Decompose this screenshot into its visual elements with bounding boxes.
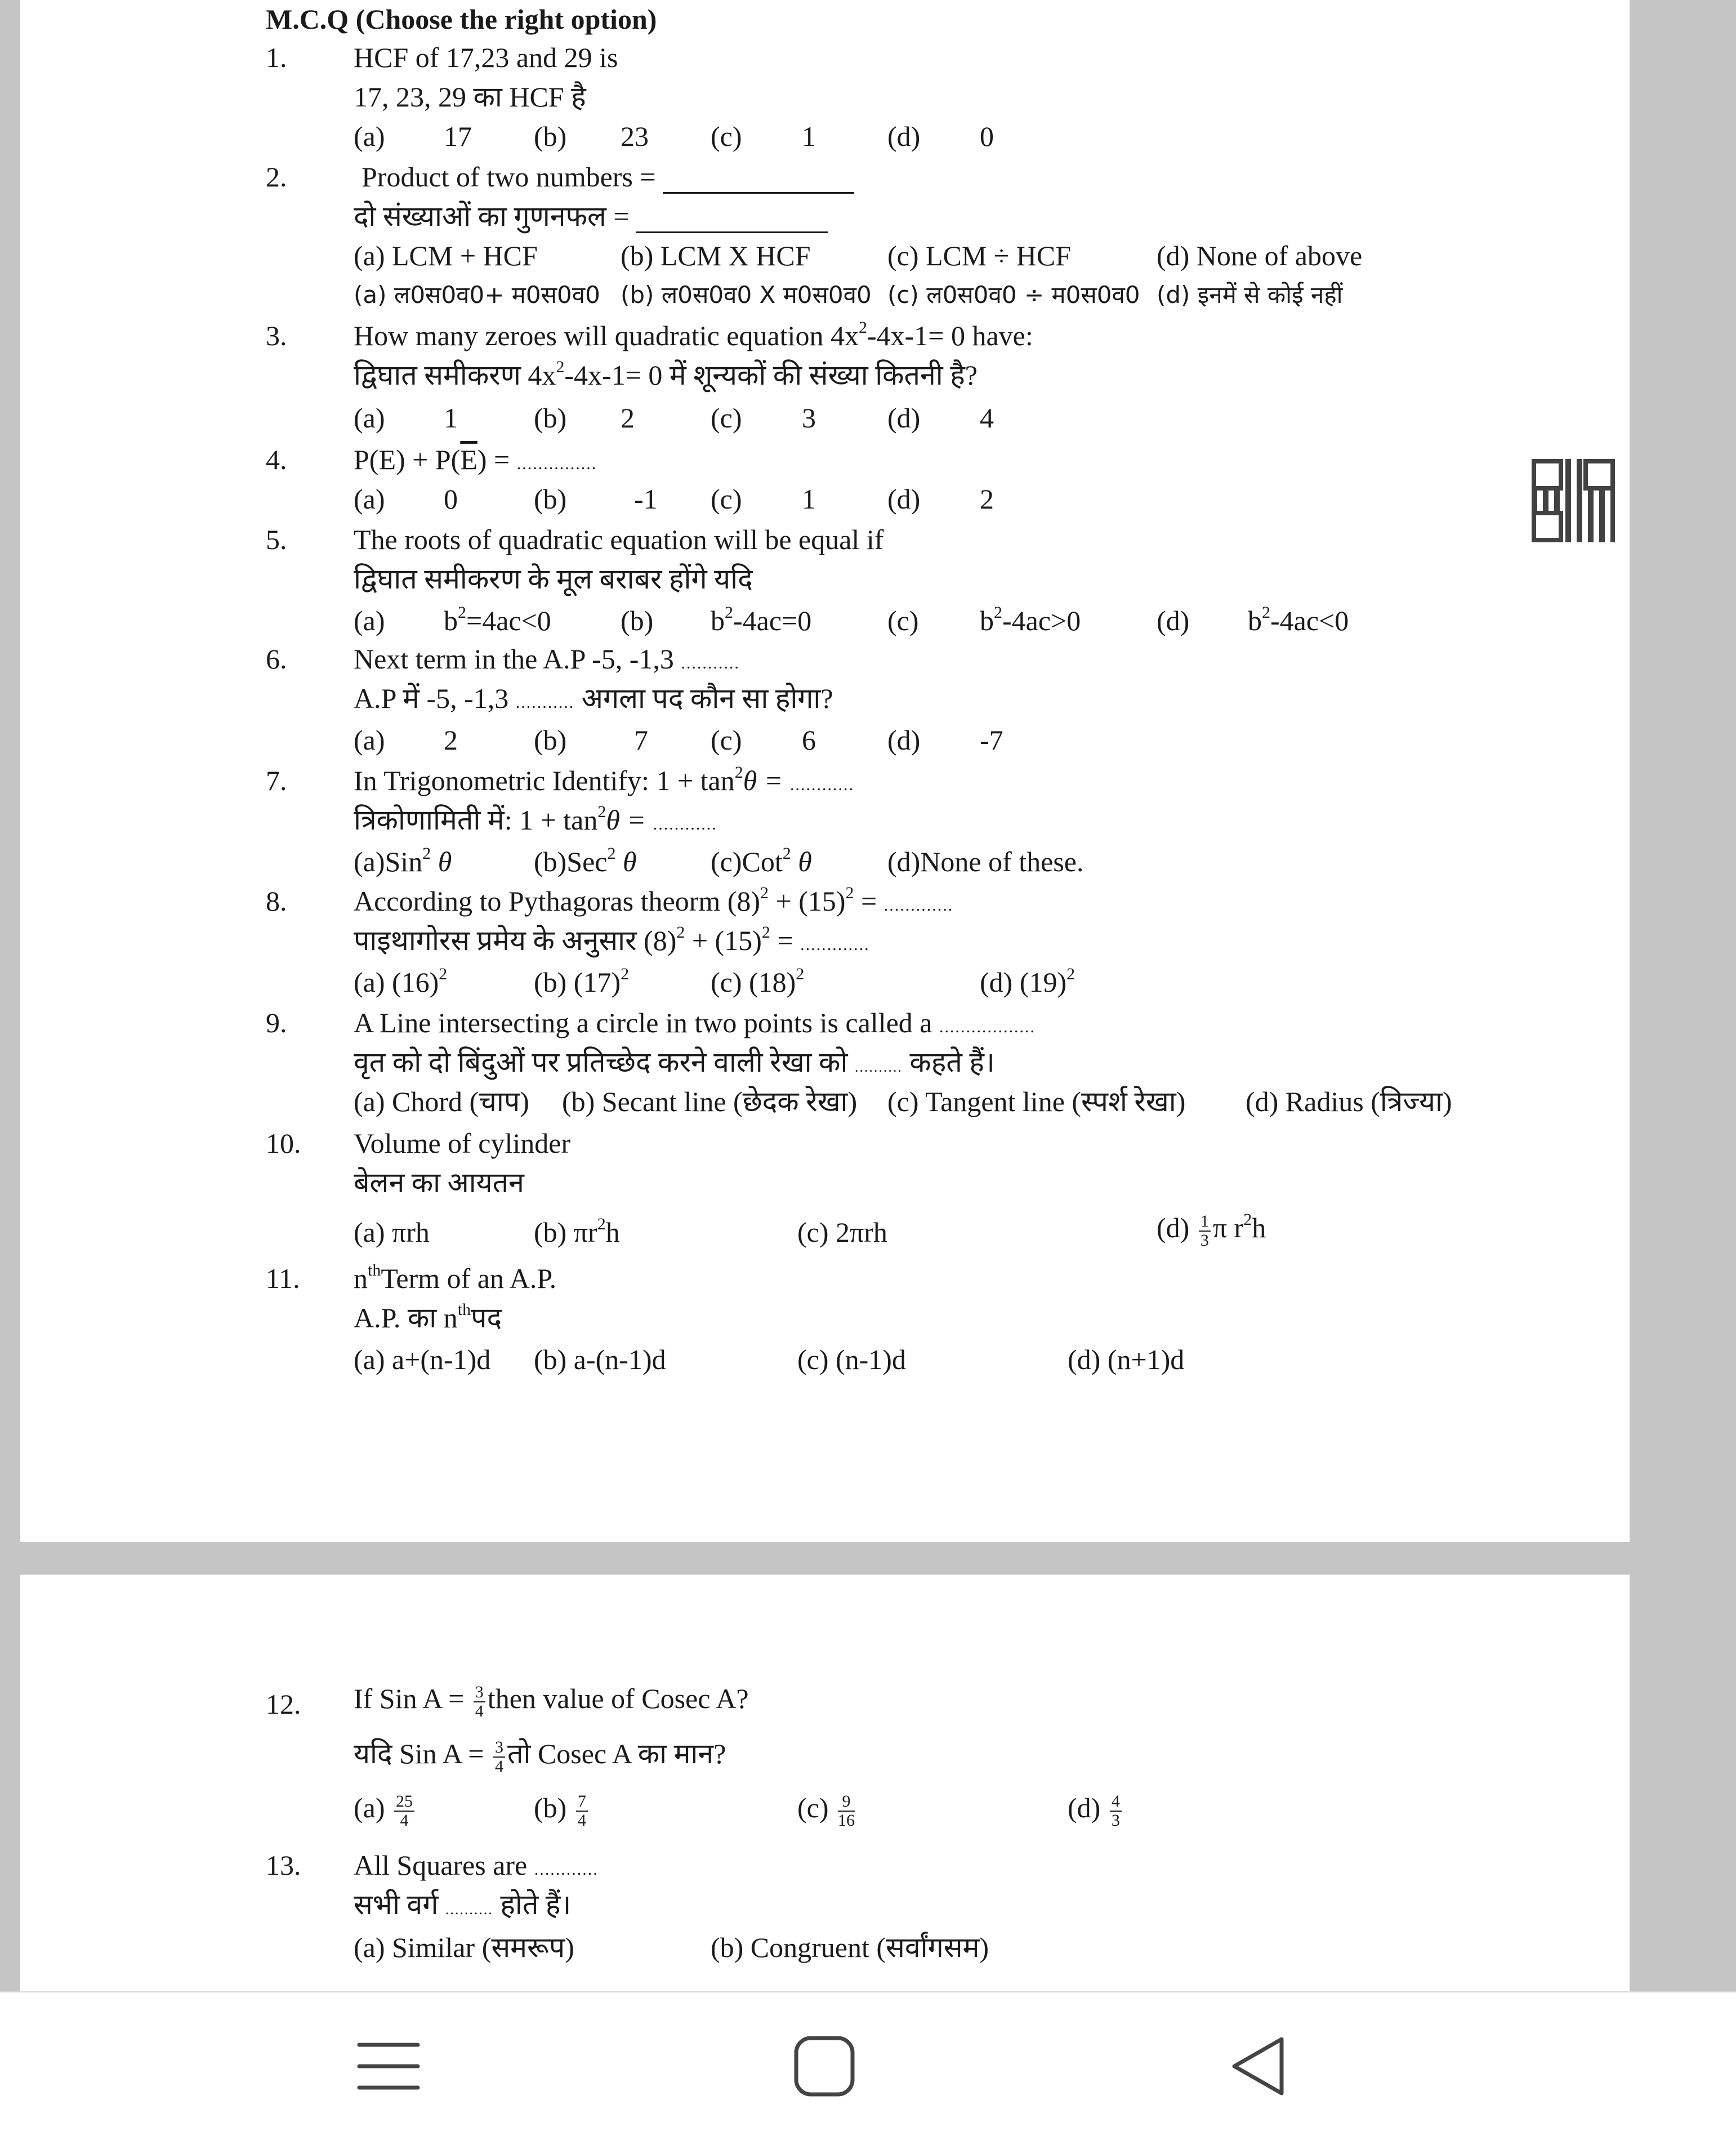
q11-text-en: $n^{th}Term$ of an A.P.: [354, 1261, 557, 1294]
q1-option-d: 0: [980, 121, 994, 152]
q7-text-hi: त्रिकोणामिती में: $1 + \tan^2\theta$ = ............: [354, 802, 717, 836]
q1-option-a: 17: [444, 121, 472, 152]
q7-option-c: (c)Cot$^2$ θ: [711, 844, 812, 877]
q12-option-d: (d) $\frac{4}{3}$: [1068, 1791, 1124, 1830]
q6-option-d-label: (d): [887, 724, 921, 756]
q13-number: 13.: [266, 1849, 301, 1881]
q2-text-en: Product of two numbers =: [362, 160, 854, 194]
q5-option-a: $b^2=4ac<0$: [444, 603, 551, 636]
q4-option-b: -1: [634, 483, 658, 515]
q7-number: 7.: [266, 765, 287, 796]
q5-number: 5.: [266, 524, 287, 555]
q4-option-c: 1: [802, 483, 816, 515]
q4-option-a-label: (a): [354, 483, 385, 515]
q2-option-c: (c) LCM ÷ HCF: [887, 240, 1072, 271]
q7-option-b: (b)Sec$^2$ θ: [534, 844, 637, 877]
q8-number: 8.: [266, 885, 287, 917]
q10-text-hi: बेलन का आयतन: [354, 1167, 524, 1198]
q3-option-a: 1: [444, 402, 458, 434]
q2-option-c-hi: (c) ल0स0व0 ÷ म0स0व0: [887, 281, 1140, 309]
q10-option-c: (c) 2πrh: [797, 1216, 887, 1248]
q3-text-en: How many zeroes will quadratic equation $4x^2-4x-1= 0$ have:: [354, 318, 1033, 351]
q4-option-d-label: (d): [887, 483, 921, 515]
q8-option-d: (d) $(19)^2$: [980, 965, 1075, 998]
q3-text-hi: द्विघात समीकरण $4x^2-4x-1= 0$ में शून्यकों की संख्या कितनी है?: [354, 358, 978, 391]
q3-number: 3.: [266, 320, 287, 351]
q6-option-d: -7: [980, 724, 1003, 756]
q10-number: 10.: [266, 1127, 301, 1159]
q5-option-d-label: (d): [1157, 605, 1190, 636]
q6-option-c: 6: [802, 724, 816, 756]
system-navigation-bar: [0, 1991, 1736, 2140]
q4-option-d: 2: [980, 483, 994, 515]
back-icon: [1225, 2032, 1293, 2100]
q6-option-b: 7: [634, 724, 648, 756]
q4-option-c-label: (c): [711, 483, 742, 515]
q5-option-a-label: (a): [354, 605, 385, 636]
q12-number: 12.: [266, 1688, 301, 1720]
q9-option-c: (c) Tangent line (स्पर्श रेखा): [887, 1086, 1186, 1117]
q4-option-a: 0: [444, 483, 458, 515]
q1-option-b-label: (b): [534, 121, 567, 152]
q2-option-a-hi: (a) ल0स0व0+ म0स0व0: [354, 281, 600, 309]
q13-option-b: (b) Congruent (सर्वांगसम): [711, 1932, 989, 1963]
q12-option-b: (b) $\frac{7}{4}$: [534, 1791, 590, 1830]
q6-text-en: Next term in the A.P -5, -1,3 ...........: [354, 643, 740, 675]
q1-option-a-label: (a): [354, 121, 385, 152]
q3-option-b: 2: [621, 402, 635, 434]
q11-number: 11.: [266, 1263, 300, 1294]
q7-option-a: (a)Sin$^2$ θ: [354, 844, 452, 877]
q5-option-b-label: (b): [621, 605, 654, 636]
q5-option-b: $b^2-4ac=0$: [711, 603, 812, 636]
q5-option-d: $b^2-4ac<0$: [1248, 603, 1349, 636]
qr-code-icon: [1532, 459, 1615, 542]
q12-text-en: If Sin A = $\frac{3}{4}$ then value of Cosec A?: [354, 1682, 749, 1720]
q2-option-d-hi: (d) इनमें से कोई नहीं: [1157, 281, 1343, 309]
q11-option-b: (b) a-(n-1)d: [534, 1344, 666, 1375]
q9-text-hi: वृत को दो बिंदुओं पर प्रतिच्छेद करने वाली रेखा को .......... कहते हैं।: [354, 1046, 995, 1078]
q12-option-a: (a) $\frac{25}{4}$: [354, 1791, 417, 1830]
q13-text-en: All Squares are ............: [354, 1849, 599, 1881]
q2-option-b-hi: (b) ल0स0व0 X म0स0व0: [621, 281, 872, 309]
q8-option-a: (a) $(16)^2$: [354, 965, 448, 998]
recents-button[interactable]: [304, 1992, 473, 2140]
q1-option-d-label: (d): [887, 121, 921, 152]
q5-text-en: The roots of quadratic equation will be equal if: [354, 524, 884, 555]
q3-option-d-label: (d): [887, 402, 921, 434]
q10-text-en: Volume of cylinder: [354, 1127, 571, 1159]
q11-option-c: (c) (n-1)d: [797, 1344, 906, 1375]
q1-option-b: 23: [621, 121, 649, 152]
q2-text-hi: दो संख्याओं का गुणनफल =: [354, 199, 828, 233]
q6-option-c-label: (c): [711, 724, 742, 756]
q10-option-b: (b) $\pi r^2h$: [534, 1215, 620, 1248]
q4-option-b-label: (b): [534, 483, 567, 515]
q10-option-d: (d) $\frac{1}{3}$ π $r^2h$: [1157, 1210, 1266, 1250]
q1-option-c-label: (c): [711, 121, 742, 152]
q6-option-b-label: (b): [534, 724, 567, 756]
home-button[interactable]: [740, 1992, 909, 2140]
q9-option-d: (d) Radius (त्रिज्या): [1246, 1086, 1452, 1117]
q1-number: 1.: [266, 42, 287, 73]
document-page-1: [20, 0, 1630, 1542]
q7-option-d: (d)None of these.: [887, 846, 1084, 877]
q6-option-a: 2: [444, 724, 458, 756]
q9-text-en: A Line intersecting a circle in two points is called a ..................: [354, 1007, 1036, 1038]
q11-text-hi: A.P. का $n^{th}पद$: [354, 1300, 502, 1334]
q11-option-d: (d) (n+1)d: [1068, 1344, 1185, 1375]
q2-option-a: (a) LCM + HCF: [354, 240, 538, 271]
q3-option-b-label: (b): [534, 402, 567, 434]
q8-option-b: (b) $(17)^2$: [534, 965, 630, 998]
q9-number: 9.: [266, 1007, 287, 1038]
q8-text-en: According to Pythagoras theorm $(8)^2 + (15)^2$ = .............: [354, 884, 954, 917]
q2-option-b: (b) LCM X HCF: [621, 240, 811, 271]
q2-number: 2.: [266, 161, 287, 193]
q1-text-hi: 17, 23, 29 का HCF है: [354, 81, 586, 113]
recents-icon: [355, 2032, 422, 2100]
q7-text-en: In Trigonometric Identify: $1 + \tan^2\theta$ = ............: [354, 763, 855, 796]
q1-text-en: HCF of 17,23 and 29 is: [354, 42, 618, 73]
q3-option-c: 3: [802, 402, 816, 434]
q6-number: 6.: [266, 643, 287, 675]
q8-option-c: (c) $(18)^2$: [711, 965, 805, 998]
q5-option-c-label: (c): [887, 605, 919, 636]
q10-option-a: (a) πrh: [354, 1216, 430, 1248]
q5-text-hi: द्विघात समीकरण के मूल बराबर होंगे यदि: [354, 563, 753, 595]
q9-option-b: (b) Secant line (छेदक रेखा): [562, 1086, 858, 1117]
q6-option-a-label: (a): [354, 724, 385, 756]
q3-option-d: 4: [980, 402, 994, 434]
q13-text-hi: सभी वर्ग .......... होते हैं।: [354, 1889, 572, 1920]
q4-expression: $P(E) + P(\overline{E})$ = ...............: [354, 444, 597, 475]
q13-option-a: (a) Similar (समरूप): [354, 1932, 574, 1963]
q3-option-c-label: (c): [711, 402, 742, 434]
q2-option-d: (d) None of above: [1157, 240, 1363, 271]
document-page-2: [20, 1575, 1630, 1991]
q12-option-c: (c) $\frac{9}{16}$: [797, 1791, 855, 1830]
q12-text-hi: यदि Sin A = $\frac{3}{4}$ तो Cosec A का मान?: [354, 1737, 726, 1776]
sheet-title: M.C.Q (Choose the right option): [266, 3, 657, 35]
q4-number: 4.: [266, 444, 287, 475]
q5-option-c: $b^2-4ac>0$: [980, 603, 1081, 636]
q9-option-a: (a) Chord (चाप): [354, 1086, 529, 1117]
q11-option-a: (a) a+(n-1)d: [354, 1344, 491, 1375]
q1-option-c: 1: [802, 121, 816, 152]
q6-text-hi: A.P में -5, -1,3 ........... अगला पद कौन सा होगा?: [354, 683, 833, 714]
q8-text-hi: पाइथागोरस प्रमेय के अनुसार $(8)^2 + (15)^2$ = .............: [354, 923, 870, 956]
q3-option-a-label: (a): [354, 402, 385, 434]
home-icon: [791, 2032, 858, 2100]
back-button[interactable]: [1175, 1992, 1344, 2140]
